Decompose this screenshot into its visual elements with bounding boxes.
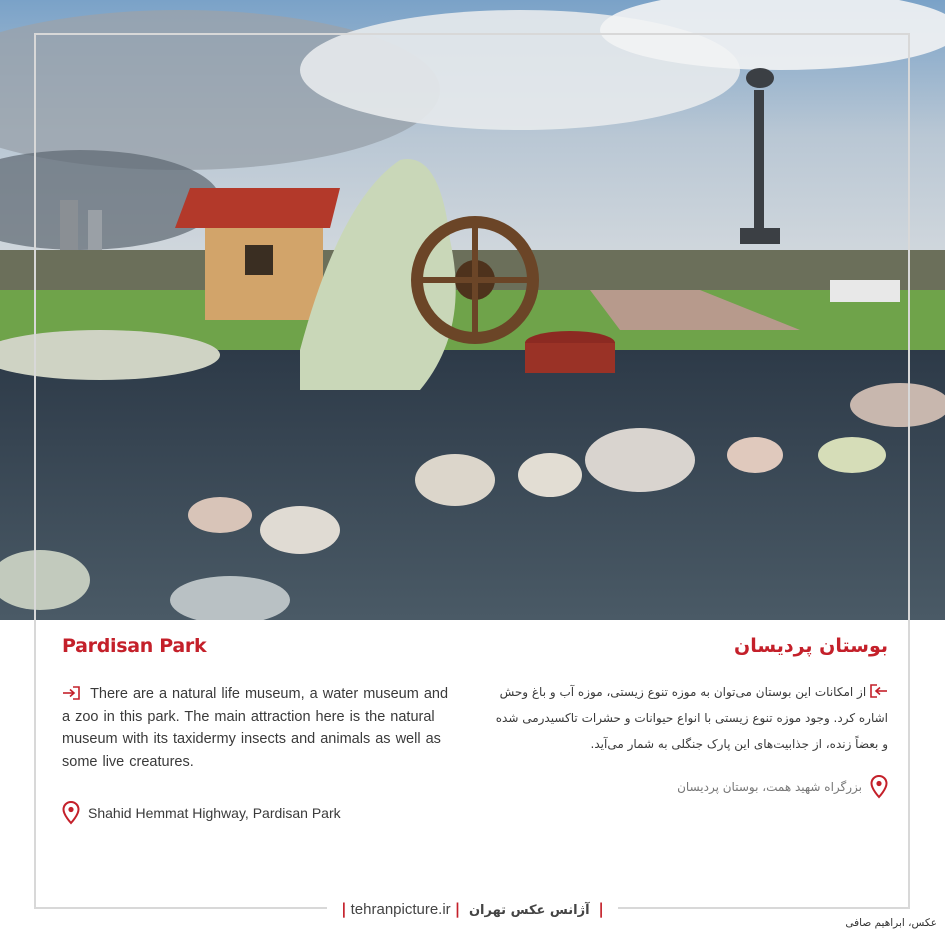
persian-address [488, 775, 888, 799]
persian-description-text: از امکانات این بوستان می‌توان به موزه تنوع زیستی، موزه آب و باغ وحش اشاره کرد. وجود موزه تنوع زیستی با انواع حیوانات و حشرات تاکسیدرمی شده و بعضاً زنده، از جذابیت‌های این پارک جنگلی به شمار می‌آید. [495, 685, 888, 751]
footer-agency: آژانس عکس تهران [468, 903, 590, 918]
persian-description [488, 679, 888, 757]
english-address-text: Shahid Hemmat Highway, Pardisan Park [88, 805, 341, 821]
footer-label [327, 898, 618, 922]
location-pin-icon [870, 775, 888, 799]
footer-website[interactable]: tehranpicture.ir [350, 901, 451, 918]
english-address [62, 801, 457, 825]
footer-separator: | [454, 900, 461, 918]
location-pin-icon [62, 801, 80, 825]
footer-separator: | [598, 900, 604, 918]
english-description [62, 683, 457, 773]
english-description-text: There are a natural life museum, a water museum and a zoo in this park. The main attraction here is the natural museum with its taxidermy insects and animals as well as some live creatures. [62, 686, 449, 770]
footer-separator: | [341, 900, 347, 918]
english-title: Pardisan Park [62, 635, 207, 657]
persian-column [488, 633, 888, 799]
footer [0, 898, 945, 922]
photo-credit: عکس، ابراهیم صافی [845, 917, 937, 929]
english-column [62, 633, 457, 825]
arrow-in-icon [62, 686, 80, 700]
arrow-in-icon [870, 684, 888, 698]
persian-address-text: بزرگراه شهید همت، بوستان پردیسان [677, 780, 862, 794]
persian-title: بوستان پردیسان [734, 635, 888, 657]
